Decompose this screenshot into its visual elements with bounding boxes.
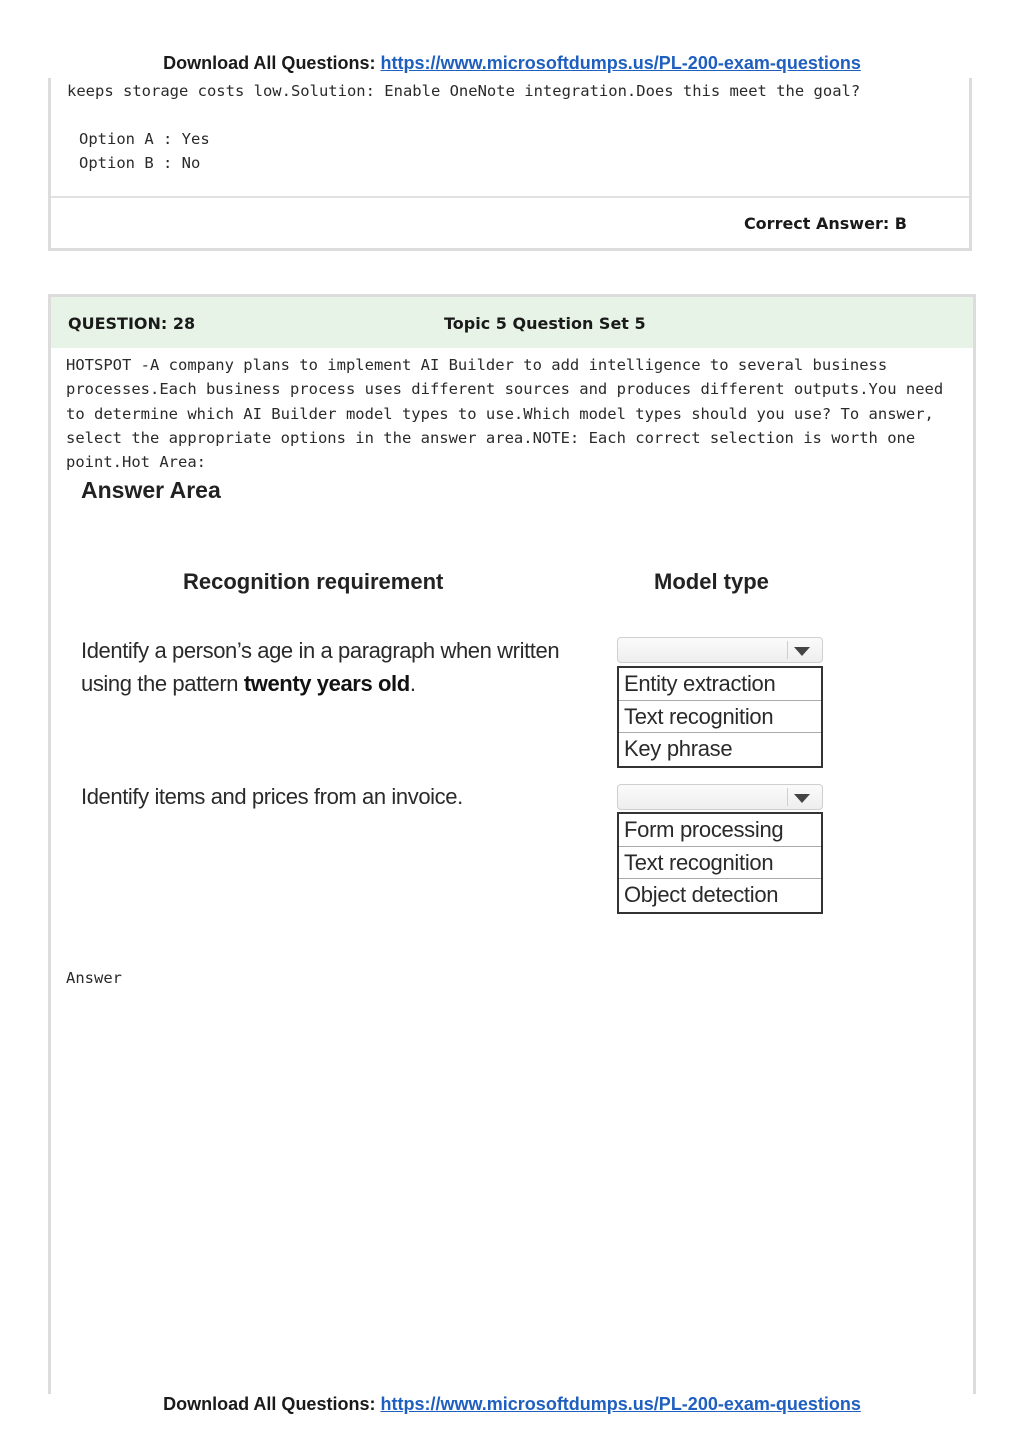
download-label: Download All Questions: [163,53,376,73]
requirement-2-text: Identify items and prices from an invoice. [81,784,463,809]
correct-answer: Correct Answer: B [743,214,907,233]
dropdown-option[interactable]: Text recognition [619,701,821,734]
download-link[interactable]: https://www.microsoftdumps.us/PL-200-exam-questions [380,53,861,73]
option-a: Option A : Yes [79,130,210,148]
download-link[interactable]: https://www.microsoftdumps.us/PL-200-exam-questions [380,1394,861,1414]
chevron-down-icon [794,794,810,803]
requirement-1-end: . [409,671,416,696]
requirement-row-1 [81,634,601,700]
dropdown-2-options [617,812,823,914]
question-header [51,297,973,348]
question-topic: Topic 5 Question Set 5 [444,314,646,333]
download-banner-top [0,53,1024,74]
model-type-dropdown-1[interactable] [617,637,823,663]
recognition-requirement-heading: Recognition requirement [183,569,444,594]
divider [51,196,969,198]
requirement-1-text: Identify a person’s age in a paragraph when written using the pattern [81,638,560,696]
dropdown-1-options [617,666,823,768]
option-b: Option B : No [79,154,201,172]
requirement-1-bold: twenty years old [243,671,410,696]
dropdown-option[interactable]: Form processing [619,814,821,847]
requirement-row-2 [81,780,601,813]
answer-area-title: Answer Area [81,477,221,503]
previous-question-card [48,78,972,251]
question-text: HOTSPOT -A company plans to implement AI Builder to add intelligence to several business processes.Each business process uses different sources and produces different outputs.You need to determine which AI Builder model types to use.Which model types should you use? To answer, select the appropriate options in the answer area.NOTE: Each correct selection is worth one point.Hot Area: [66,356,944,472]
question-card [48,294,976,1394]
model-type-dropdown-2[interactable] [617,784,823,810]
download-banner-bottom [0,1394,1024,1415]
model-type-heading: Model type [654,569,769,594]
question-continuation-text: keeps storage costs low.Solution: Enable OneNote integration.Does this meet the goal? [67,82,861,100]
chevron-down-icon [794,647,810,656]
answer-label: Answer [66,969,122,987]
dropdown-option[interactable]: Object detection [624,882,779,907]
question-number: QUESTION: 28 [68,314,196,333]
dropdown-option[interactable]: Entity extraction [619,668,821,701]
download-label: Download All Questions: [163,1394,376,1414]
dropdown-option[interactable]: Key phrase [624,736,733,761]
dropdown-option[interactable]: Text recognition [619,847,821,880]
